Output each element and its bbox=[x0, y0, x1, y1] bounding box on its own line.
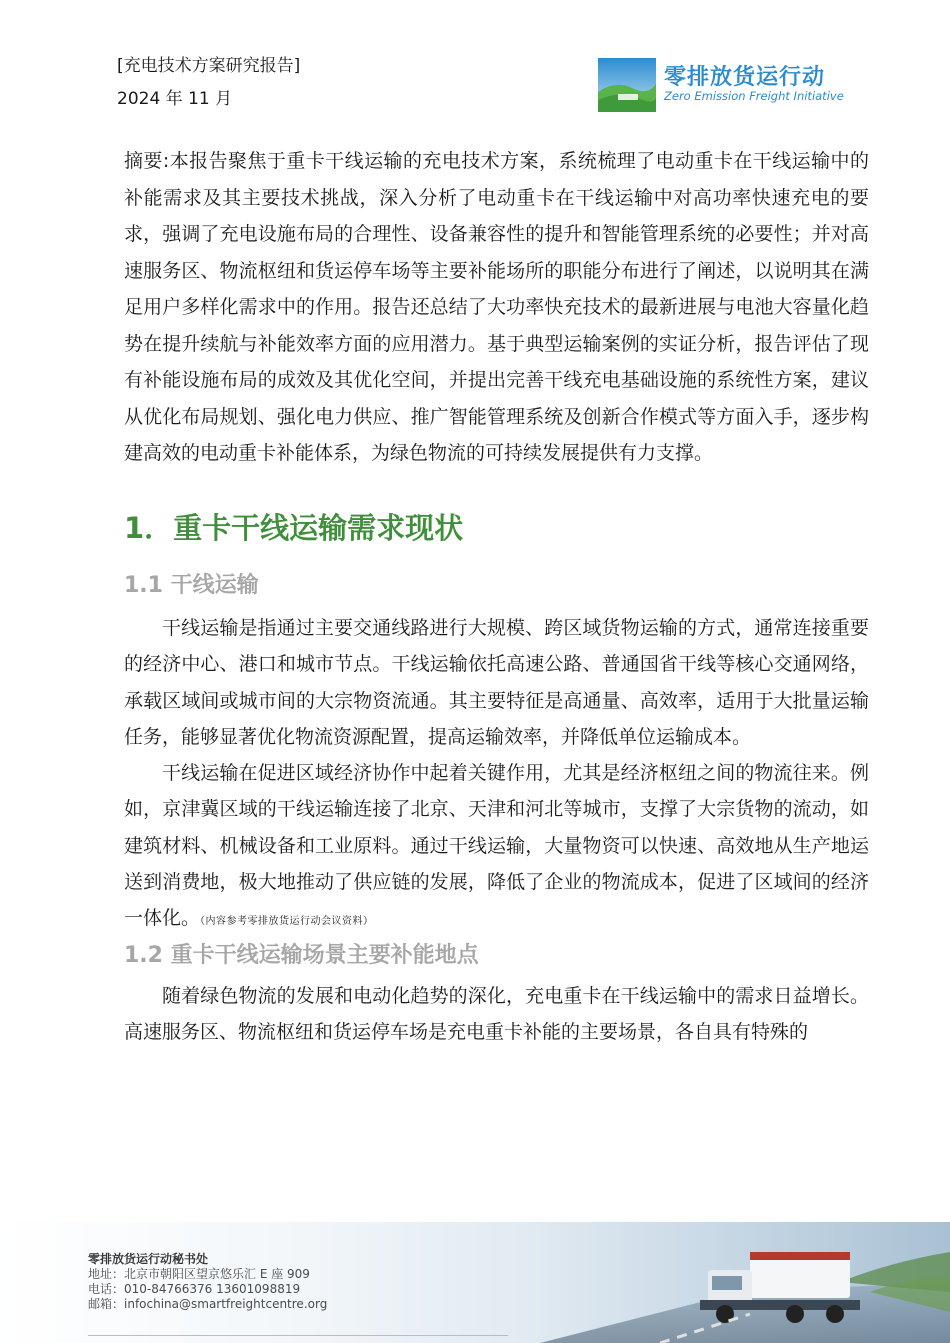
footer-address: 地址：北京市朝阳区望京悠乐汇 E 座 909 bbox=[88, 1267, 310, 1281]
paragraph bbox=[124, 755, 869, 940]
footer-phone: 电话：010-84766376 13601098819 bbox=[88, 1282, 301, 1296]
abstract: 摘要:本报告聚焦于重卡干线运输的充电技术方案，系统梳理了电动重卡在干线运输中的补能需求及其主要技术挑战，深入分析了电动重卡在干线运输中对高功率快速充电的要求，强调了充电设施布局的合理性、设备兼容性的提升和智能管理系统的必要性；并对高速服务区、物流枢纽和货运停车场等主要补能场所的职能分布进行了阐述，以说明其在满足用户多样化需求中的作用。报告还总结了大功率快充技术的最新进展与电池大容量化趋势在提升续航与补能效率方面的应用潜力。基于典型运输案例的实证分析，报告评估了现有补能设施布局的成效及其优化空间，并提出完善干线充电基础设施的系统性方案，建议从优化布局规划、强化电力供应、推广智能管理系统及创新合作模式等方面入手，逐步构建高效的电动重卡补能体系，为绿色物流的可持续发展提供有力支撑。 bbox=[124, 150, 869, 464]
report-header bbox=[117, 50, 300, 116]
source-note: （内容参考零排放货运行动会议资料） bbox=[200, 916, 374, 928]
logo-name-cn: 零排放货运行动 bbox=[664, 65, 826, 90]
logo-name-en: Zero Emission Freight Initiative bbox=[664, 89, 844, 103]
paragraph: 随着绿色物流的发展和电动化趋势的深化，充电重卡在干线运输中的需求日益增长。高速服务区、物流枢纽和货运停车场是充电重卡补能的主要场景，各自具有特殊的 bbox=[124, 985, 869, 1044]
footer-email[interactable]: 邮箱：infochina@smartfreightcentre.org bbox=[88, 1297, 328, 1311]
zero-emission-freight-logo bbox=[598, 58, 848, 112]
subsection-heading: 1.2 重卡干线运输场景主要补能地点 bbox=[124, 943, 479, 968]
page-footer bbox=[0, 1222, 950, 1343]
report-date: 2024 年 11 月 bbox=[117, 89, 233, 109]
footer-org: 零排放货运行动秘书处 bbox=[88, 1252, 209, 1266]
section-heading: 1．重卡干线运输需求现状 bbox=[124, 511, 464, 545]
paragraph: 干线运输是指通过主要交通线路进行大规模、跨区域货物运输的方式，通常连接重要的经济中心、港口和城市节点。干线运输依托高速公路、普通国省干线等核心交通网络，承载区域间或城市间的大宗物资流通。其主要特征是高通量、高效率，适用于大批量运输任务，能够显著优化物流资源配置，提高运输效率，并降低单位运输成本。 bbox=[124, 617, 869, 748]
footer-contact bbox=[88, 1252, 327, 1312]
logo-graphic-icon bbox=[598, 58, 656, 112]
report-type: [充电技术方案研究报告] bbox=[117, 56, 301, 76]
truck-road-image bbox=[540, 1222, 950, 1343]
footer-divider bbox=[88, 1335, 508, 1336]
paragraph-text: 干线运输在促进区域经济协作中起着关键作用，尤其是经济枢纽之间的物流往来。例如，京津冀区域的干线运输连接了北京、天津和河北等城市，支撑了大宗货物的流动，如建筑材料、机械设备和工业原料。通过干线运输，大量物资可以快速、高效地从生产地运送到消费地，极大地推动了供应链的发展，降低了企业的物流成本，促进了区域间的经济一体化。 bbox=[124, 762, 869, 930]
subsection-heading: 1.1 干线运输 bbox=[124, 573, 259, 598]
subsection-body bbox=[124, 610, 869, 941]
subsection-body bbox=[124, 978, 869, 1051]
